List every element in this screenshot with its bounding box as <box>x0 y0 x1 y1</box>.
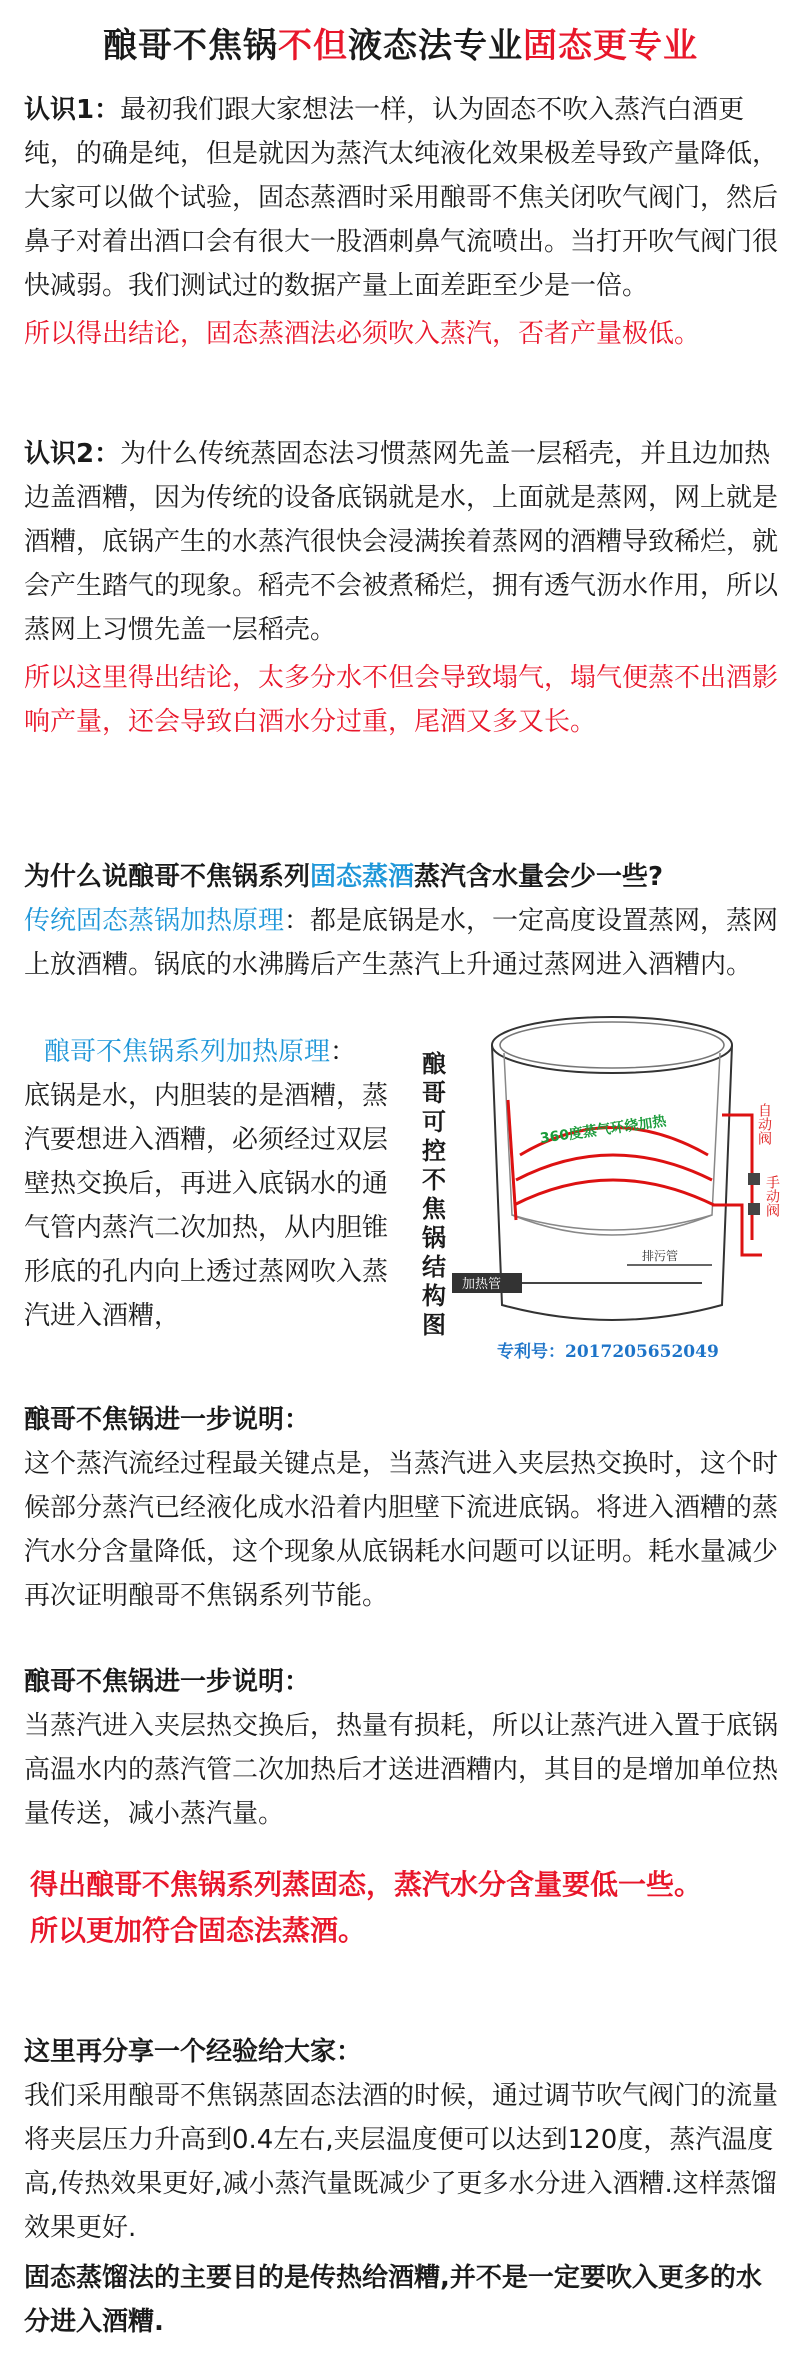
traditional-principle-label: 传统固态蒸锅加热原理 <box>24 906 285 936</box>
section-1 <box>24 88 784 356</box>
final-statement: 固态蒸馏法的主要目的是传热给酒糟,并不是一定要吹入更多的水分进入酒糟. <box>24 2263 762 2337</box>
outer-wall <box>492 1045 732 1320</box>
section-6-label: 这里再分享一个经验给大家： <box>24 2037 363 2067</box>
section-5 <box>24 1660 784 1836</box>
title-part-1: 酿哥不焦锅 <box>103 26 278 66</box>
manual-valve-icon <box>748 1203 760 1215</box>
steam-ring-2 <box>516 1155 712 1180</box>
pot-inner-rim <box>500 1022 724 1068</box>
section-3-question-part-2: 固态蒸酒 <box>310 862 415 892</box>
section-3 <box>24 855 784 987</box>
title-part-2: 不但 <box>278 26 348 66</box>
section-1-conclusion: 所以得出结论，固态蒸酒法必须吹入蒸汽，否者产量极低。 <box>24 319 701 349</box>
cone-bottom <box>512 1215 712 1235</box>
conclusion-line-2: 所以更加符合固态法蒸酒。 <box>30 1914 367 1947</box>
steam-ring-3 <box>514 1180 714 1205</box>
main-conclusion <box>30 1862 790 1954</box>
title-part-4: 固态更专业 <box>523 26 698 66</box>
page-title <box>0 18 801 67</box>
section-1-body <box>24 88 784 308</box>
section-5-label: 酿哥不焦锅进一步说明： <box>24 1667 311 1697</box>
drain-label: 排污管 <box>642 1249 679 1263</box>
ring-label: 360度蒸气环绕加热 <box>539 1113 668 1147</box>
niangge-principle-colon: ： <box>330 1037 357 1067</box>
section-2-label: 认识2： <box>24 439 121 469</box>
niangge-principle <box>24 1030 400 1338</box>
section-2-text: 为什么传统蒸固态法习惯蒸网先盖一层稻壳，并且边加热边盖酒糟，因为传统的设备底锅就是水，上面就是蒸网，网上就是酒糟，底锅产生的水蒸汽很快会浸满挨着蒸网的酒糟导致稀烂，就会产生踏气的现象。稻壳不会被煮稀烂，拥有透气沥水作用，所以蒸网上习惯先盖一层稻壳。 <box>24 439 779 645</box>
niangge-principle-heading <box>24 1030 400 1074</box>
niangge-principle-text: 底锅是水，内胆装的是酒糟，蒸汽要想进入酒糟，必须经过双层壁热交换后，再进入底锅水的通气管内蒸汽二次加热，从内胆锥形底的孔内向上透过蒸网吹入蒸汽进入酒糟， <box>24 1081 389 1331</box>
pot-structure-diagram <box>412 1005 792 1375</box>
traditional-principle <box>24 899 784 987</box>
patent-number: 专利号：2017205652049 <box>497 1342 719 1362</box>
section-1-label: 认识1： <box>24 95 121 125</box>
conclusion-line-1: 得出酿哥不焦锅系列蒸固态，蒸汽水分含量要低一些。 <box>30 1868 703 1901</box>
section-4-text: 这个蒸汽流经过程最关键点是，当蒸汽进入夹层热交换时，这个时候部分蒸汽已经液化成水沿着内胆壁下流进底锅。将进入酒糟的蒸汽水分含量降低，这个现象从底锅耗水问题可以证明。耗水量减少再次证明酿哥不焦锅系列节能。 <box>24 1449 779 1611</box>
traditional-principle-text: ：都是底锅是水，一定高度设置蒸网，蒸网上放酒糟。锅底的水沸腾后产生蒸汽上升通过蒸网进入酒糟内。 <box>24 906 779 980</box>
section-2-conclusion: 所以这里得出结论，太多分水不但会导致塌气，塌气便蒸不出酒影响产量，还会导致白酒水分过重，尾酒又多又长。 <box>24 663 779 737</box>
heater-label: 加热管 <box>462 1277 502 1292</box>
inner-wall <box>504 1053 720 1230</box>
niangge-principle-label: 酿哥不焦锅系列加热原理 <box>44 1037 331 1067</box>
auto-valve-label: 自动阀 <box>756 1103 772 1145</box>
section-2-body <box>24 432 784 652</box>
section-3-question-part-3: 蒸汽含水量会少一些? <box>414 862 664 892</box>
section-5-text: 当蒸汽进入夹层热交换后，热量有损耗，所以让蒸汽进入置于底锅高温水内的蒸汽管二次加热后才送进酒糟内，其目的是增加单位热量传送，减小蒸汽量。 <box>24 1711 779 1829</box>
section-4-label: 酿哥不焦锅进一步说明： <box>24 1405 311 1435</box>
section-3-question-part-1: 为什么说酿哥不焦锅系列 <box>24 862 311 892</box>
section-2 <box>24 432 784 744</box>
section-4 <box>24 1398 784 1618</box>
manual-valve-label: 手动阀 <box>764 1175 780 1217</box>
section-3-question <box>24 855 784 899</box>
section-6-text: 我们采用酿哥不焦锅蒸固态法酒的时候，通过调节吹气阀门的流量将夹层压力升高到0.4左右,夹层温度便可以达到120度，蒸汽温度高,传热效果更好,减小蒸汽量既减少了更多水分进入酒糟.这样蒸馏效果更好. <box>24 2081 779 2243</box>
diagram-title: 酿哥可控不焦锅结构图 <box>422 1050 446 1339</box>
title-part-3: 液态法专业 <box>348 26 523 66</box>
auto-valve-icon <box>748 1173 760 1185</box>
pot-rim <box>492 1017 732 1073</box>
section-6 <box>24 2030 784 2344</box>
section-1-text: 最初我们跟大家想法一样，认为固态不吹入蒸汽白酒更纯，的确是纯，但是就因为蒸汽太纯液化效果极差导致产量降低，大家可以做个试验，固态蒸酒时采用酿哥不焦关闭吹气阀门，然后鼻子对着出酒口会有很大一股酒刺鼻气流喷出。当打开吹气阀门很快减弱。我们测试过的数据产量上面差距至少是一倍。 <box>24 95 779 301</box>
